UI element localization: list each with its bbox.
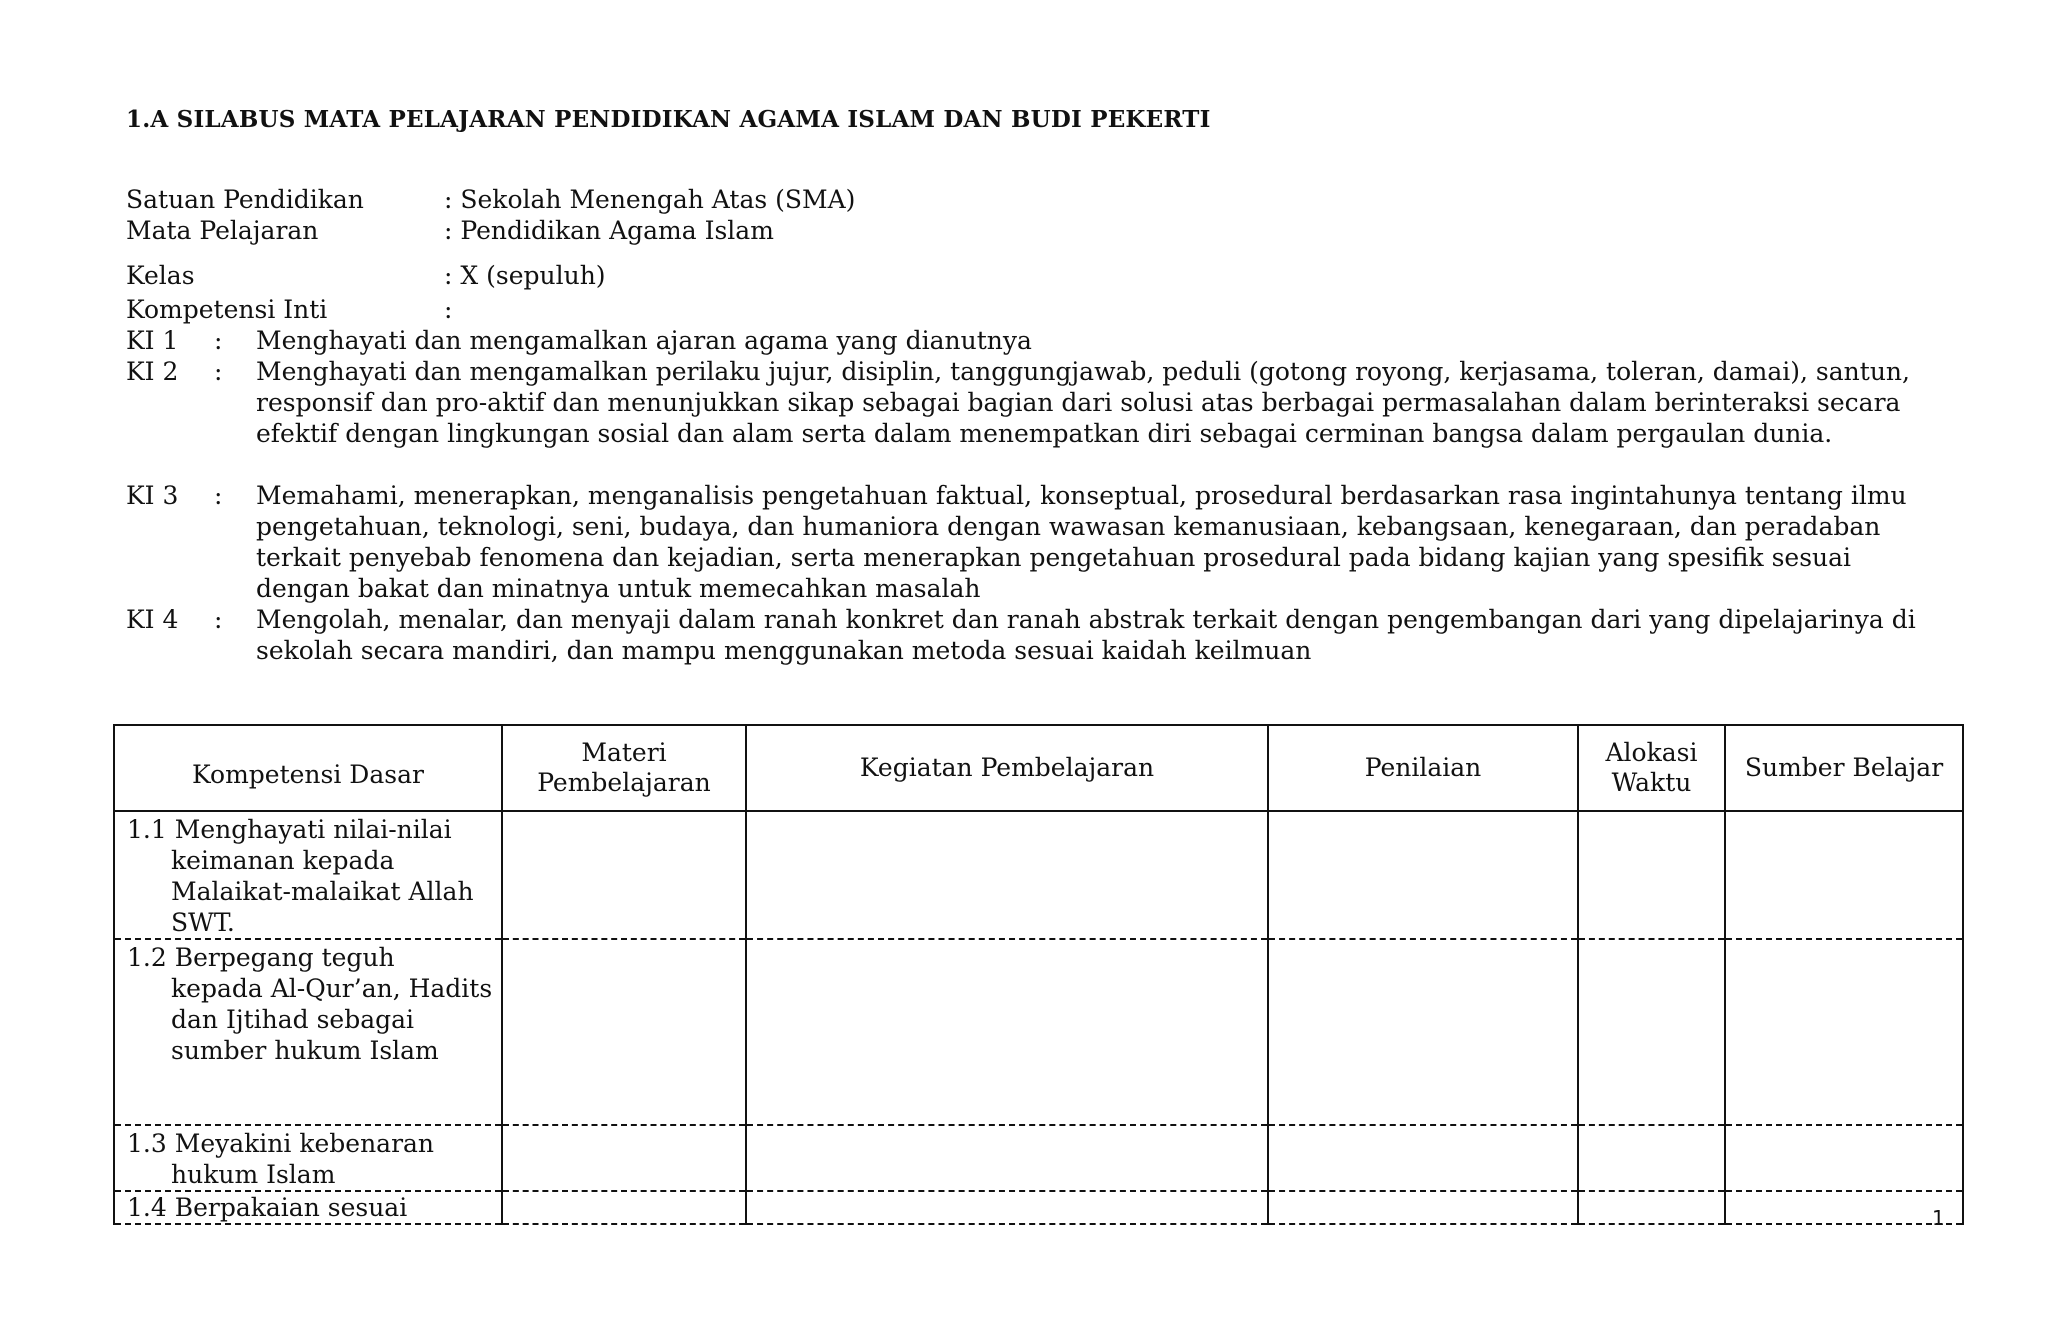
materi-cell	[502, 1191, 746, 1224]
info-label: Mata Pelajaran	[126, 216, 319, 245]
alokasi-cell	[1578, 1125, 1725, 1191]
kd-text-rest: keimanan kepada Malaikat-malaikat Allah SWT.	[171, 846, 474, 937]
info-value: :	[444, 295, 453, 324]
ki-colon: :	[214, 605, 223, 634]
penilaian-cell	[1268, 811, 1578, 939]
kd-cell	[114, 1191, 502, 1224]
ki-colon: :	[214, 481, 223, 510]
kegiatan-cell	[746, 1191, 1268, 1224]
kd-cell	[114, 939, 502, 1125]
materi-cell	[502, 1125, 746, 1191]
ki-item-1	[126, 325, 1926, 356]
kd-text-first: Berpakaian sesuai	[174, 1193, 408, 1222]
ki-text: Menghayati dan mengamalkan perilaku jujur, disiplin, tanggungjawab, peduli (gotong royong, kerjasama, toleran, damai), santun, responsif dan pro-aktif dan menunjukkan sikap sebagai bagian dari solusi atas berbagai permasalahan dalam berinteraksi secara efektif dengan lingkungan sosial dan alam serta dalam menempatkan diri sebagai cerminan bangsa dalam pergaulan dunia.	[256, 357, 1910, 448]
page-number: 1	[1932, 1206, 1945, 1230]
alokasi-cell	[1578, 939, 1725, 1125]
column-header-materi-pembelajaran: Materi Pembelajaran	[502, 725, 746, 811]
kd-text-first: Meyakini kebenaran	[174, 1129, 435, 1158]
ki-colon: :	[214, 326, 223, 355]
kegiatan-cell	[746, 939, 1268, 1125]
kd-number: 1.2	[127, 943, 167, 972]
kd-number: 1.3	[127, 1129, 167, 1158]
materi-cell	[502, 811, 746, 939]
sumber-cell	[1725, 811, 1963, 939]
ki-item-2	[126, 356, 1926, 449]
kd-text-first: Berpegang teguh	[174, 943, 395, 972]
table-header-row	[114, 725, 1963, 811]
sumber-cell	[1725, 939, 1963, 1125]
ki-code: KI 1	[126, 326, 179, 355]
kd-cell	[114, 811, 502, 939]
kd-number: 1.1	[127, 815, 167, 844]
sumber-cell	[1725, 1125, 1963, 1191]
kd-text-rest: kepada Al-Qur’an, Hadits dan Ijtihad sebagai sumber hukum Islam	[171, 974, 493, 1065]
column-header-kompetensi-dasar: Kompetensi Dasar	[114, 725, 502, 811]
ki-item-3	[126, 480, 1926, 604]
column-header-alokasi-waktu: Alokasi Waktu	[1578, 725, 1725, 811]
ki-code: KI 3	[126, 481, 179, 510]
alokasi-cell	[1578, 1191, 1725, 1224]
kegiatan-cell	[746, 811, 1268, 939]
ki-text: Mengolah, menalar, dan menyaji dalam ranah konkret dan ranah abstrak terkait dengan pengembangan dari yang dipelajarinya di sekolah secara mandiri, dan mampu menggunakan metoda sesuai kaidah keilmuan	[256, 605, 1916, 665]
column-header-sumber-belajar: Sumber Belajar	[1725, 725, 1963, 811]
materi-cell	[502, 939, 746, 1125]
table-row	[114, 1125, 1963, 1191]
column-header-kegiatan-pembelajaran: Kegiatan Pembelajaran	[746, 725, 1268, 811]
kd-cell	[114, 1125, 502, 1191]
table-row	[114, 811, 1963, 939]
ki-code: KI 2	[126, 357, 179, 386]
sumber-cell	[1725, 1191, 1963, 1224]
penilaian-cell	[1268, 939, 1578, 1125]
penilaian-cell	[1268, 1191, 1578, 1224]
info-value: : Sekolah Menengah Atas (SMA)	[444, 185, 856, 214]
info-label: Satuan Pendidikan	[126, 185, 364, 214]
penilaian-cell	[1268, 1125, 1578, 1191]
ki-text: Menghayati dan mengamalkan ajaran agama yang dianutnya	[256, 326, 1032, 355]
table-row	[114, 1191, 1963, 1224]
document-heading: 1.A SILABUS MATA PELAJARAN PENDIDIKAN AGAMA ISLAM DAN BUDI PEKERTI	[126, 106, 1211, 133]
ki-text: Memahami, menerapkan, menganalisis pengetahuan faktual, konseptual, prosedural berdasarkan rasa ingintahunya tentang ilmu pengetahuan, teknologi, seni, budaya, dan humaniora dengan wawasan kemanusiaan, kebangsaan, kenegaraan, dan peradaban terkait penyebab fenomena dan kejadian, serta menerapkan pengetahuan prosedural pada bidang kajian yang spesifik sesuai dengan bakat dan minatnya untuk memecahkan masalah	[256, 481, 1907, 603]
info-value: : X (sepuluh)	[444, 261, 606, 290]
ki-item-4	[126, 604, 1926, 666]
silabus-table	[113, 724, 1964, 1225]
info-label: Kelas	[126, 261, 195, 290]
info-value: : Pendidikan Agama Islam	[444, 216, 774, 245]
kd-text-first: Menghayati nilai-nilai	[174, 815, 452, 844]
kegiatan-cell	[746, 1125, 1268, 1191]
table-row	[114, 939, 1963, 1125]
alokasi-cell	[1578, 811, 1725, 939]
kd-text-rest: hukum Islam	[171, 1160, 336, 1189]
ki-colon: :	[214, 357, 223, 386]
ki-code: KI 4	[126, 605, 179, 634]
info-label: Kompetensi Inti	[126, 295, 328, 324]
kd-number: 1.4	[127, 1193, 167, 1222]
column-header-penilaian: Penilaian	[1268, 725, 1578, 811]
